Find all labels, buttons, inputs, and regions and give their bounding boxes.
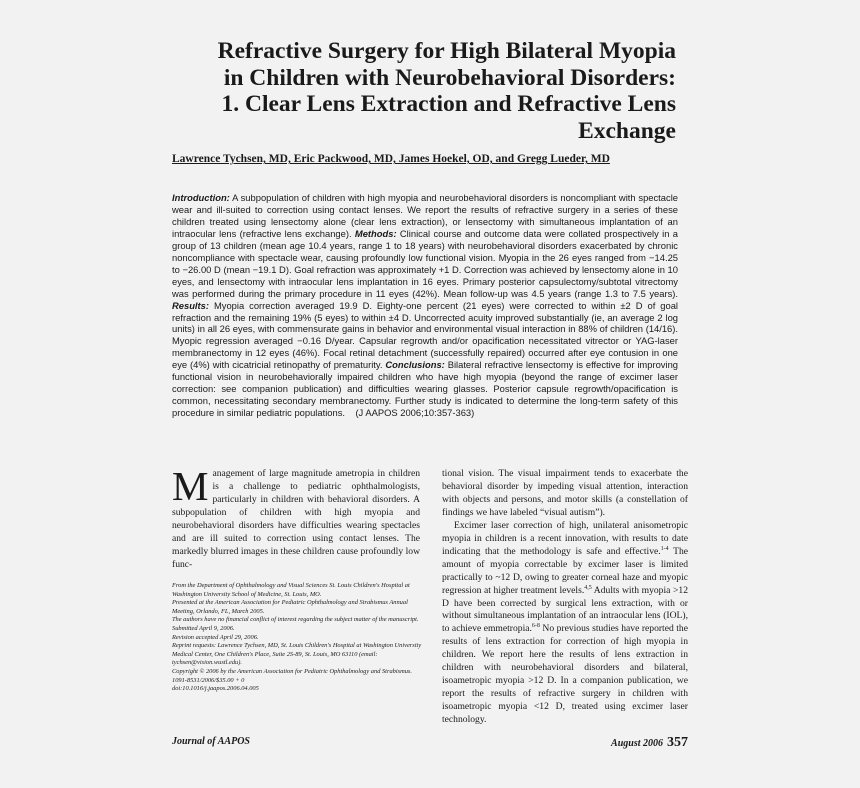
- body-text: The amount of myopia correctable by excimer laser is limited practically to ~12 D, owing to greater corneal haze and myopic regression at higher treatment levels.: [442, 545, 688, 596]
- abstract-conclusions-text: Bilateral refractive lensectomy is effective for improving functional vision in neurobehaviorally impaired children who have high myopia (beyond the range of excimer laser correction: see companion publication) and difficulties wearing glasses. Posterior capsule regrowth/opacification is common, necessitating secondary membranectomy. Further study is indicated to determine the long-term safety of this procedure in similar pediatric populations.: [172, 359, 678, 419]
- footnote-presented: Presented at the American Association for Pediatric Ophthalmology and Strabismus Annual Meeting, Orlando, FL, March 2005.: [172, 599, 408, 615]
- footnote-affiliation: From the Department of Ophthalmology and Visual Sciences St. Louis Children's Hospital at Washington University School of Medicine, St. Louis, MO.: [172, 582, 410, 598]
- intro-text: anagement of large magnitude ametropia in children is a challenge to pediatric ophthalmologists, particularly in children with behavioral disorders. A subpopulation of children with high myopia and neurobehavioral disorders have difficulties wearing spectacles and are ill suited to correction using contact lenses. The markedly blurred images in these children cause profoundly low func-: [172, 468, 420, 570]
- footnote-doi: doi:10.1016/j.jaapos.2006.04.005: [172, 685, 259, 693]
- reference-superscript: 4,5: [584, 584, 592, 591]
- page-number: 357: [667, 735, 688, 750]
- intro-paragraph: [172, 463, 420, 572]
- footnote-reprint: Reprint requests: Lawrence Tychsen, MD, St. Louis Children's Hospital at Washington University Medical Center, One Children's Place, Suite 2S-89, St. Louis, MO 63110 (email: tychsen@vision.wustl.edu).: [172, 642, 422, 667]
- footnote-submitted: Submitted April 9, 2006.: [172, 624, 235, 632]
- abstract-methods-text: Clinical course and outcome data were collated prospectively in a group of 13 children (mean age 10.4 years, range 1 to 18 years) with neurobehavioral disorders exacerbated by chronic noncompliance with spectacle wear, causing profoundly low functional vision. Myopia in the 26 eyes ranged from −14.25 to −26.00 D (mean −19.1 D). Goal refraction was approximately +1 D. Correction was achieved by lensectomy alone in 10 eyes, and lensectomy with intraocular lens implantation in 16 eyes. Primary posterior capsulectomy/subtotal vitrectomy was performed during the primary procedure in 11 eyes (42%). Mean follow-up was 4.5 years (range 1.3 to 7.5 years).: [172, 227, 678, 299]
- body-text: Excimer laser correction of high, unilateral anisometropic myopia in children is a recent innovation, with results to date indicating that the methodology is safe and effective.: [442, 519, 688, 557]
- footnote-conflict: The authors have no financial conflict of interest regarding the subject matter of the manuscript.: [172, 616, 419, 624]
- reference-superscript: 1-4: [660, 545, 669, 552]
- author-list: Lawrence Tychsen, MD, Eric Packwood, MD, James Hoekel, OD, and Gregg Lueder, MD: [172, 153, 610, 165]
- footnote-copyright: Copyright © 2006 by the American Association for Pediatric Ophthalmology and Strabismus.: [172, 667, 412, 675]
- title-line: 1. Clear Lens Extraction and Refractive Lens: [221, 91, 676, 117]
- title-line: Refractive Surgery for High Bilateral Myopia: [217, 38, 676, 64]
- article-footnotes: [172, 582, 422, 694]
- body-paragraph: tional vision. The visual impairment tends to exacerbate the behavioral disorder by impeding visual attention, interaction with objects and persons, and motor skills (a constellation of findings we have labeled “visual autism”).: [442, 468, 688, 518]
- body-paragraph: [442, 520, 688, 727]
- abstract-intro-text: A subpopulation of children with high myopia and neurobehavioral disorders is noncompliant with spectacle wear and ill-suited to correction using contact lenses. We report the results of refractive surgery in a series of these children treated using lensectomy alone (clear lens extraction), or lensectomy with simultaneous implantation of an intraocular lens (refractive lens exchange).: [172, 192, 678, 239]
- abstract-results-label: Results:: [172, 299, 209, 311]
- abstract-citation: (J AAPOS 2006;10:357-363): [355, 407, 475, 419]
- body-column-left: [172, 463, 420, 572]
- footnote-issn: 1091-8531/2006/$35.00 + 0: [172, 676, 245, 684]
- issue-date: August 2006: [611, 738, 663, 749]
- article-title: [150, 38, 676, 144]
- footer-issue: [578, 733, 688, 751]
- body-text: Adults with myopia >12 D have been corrected by surgical lens extraction, with or without simultaneous implantation of an intraocular lens (IOL), to achieve emmetropia.: [442, 584, 688, 635]
- footnote-revision: Revision accepted April 29, 2006.: [172, 633, 259, 641]
- title-line: in Children with Neurobehavioral Disorders:: [223, 64, 676, 91]
- drop-cap: M: [172, 463, 209, 509]
- abstract-conclusions-label: Conclusions:: [385, 359, 445, 371]
- title-line: Exchange: [578, 117, 676, 144]
- abstract-methods-label: Methods:: [354, 227, 397, 239]
- journal-name: Journal of AAPOS: [172, 736, 250, 747]
- reference-superscript: 6-8: [531, 623, 540, 630]
- body-text: No previous studies have reported the results of lens extraction for correction of high myopia in children. We report here the results of lens extraction in children with neurobehavioral disorders and bilateral, isoametropic myopia >12 D. In a companion publication, we report the results of refractive surgery in children with isoametropic myopia <12 D, treated using excimer laser technology.: [442, 623, 688, 726]
- body-column-right: [442, 468, 688, 727]
- abstract: [172, 192, 678, 419]
- abstract-results-text: Myopia correction averaged 19.9 D. Eighty-one percent (21 eyes) were corrected to within ±2 D of goal refraction and the remaining 19% (5 eyes) to within ±4 D. Uncorrected acuity improved substantially (ie, an average 2 log units) in all 26 eyes, with commensurate gains in behavior and environmental visual interaction in 88% of children (14/16). Myopic regression averaged −0.16 D/year. Capsular regrowth and/or opacification necessitated vitrector or YAG-laser membranectomy in 12 eyes (46%). Focal retinal detachment (successfully repaired) occurred after eye contusion in one eye (4%) with cicatricial retinopathy of prematurity.: [172, 299, 678, 371]
- abstract-intro-label: Introduction:: [172, 192, 230, 203]
